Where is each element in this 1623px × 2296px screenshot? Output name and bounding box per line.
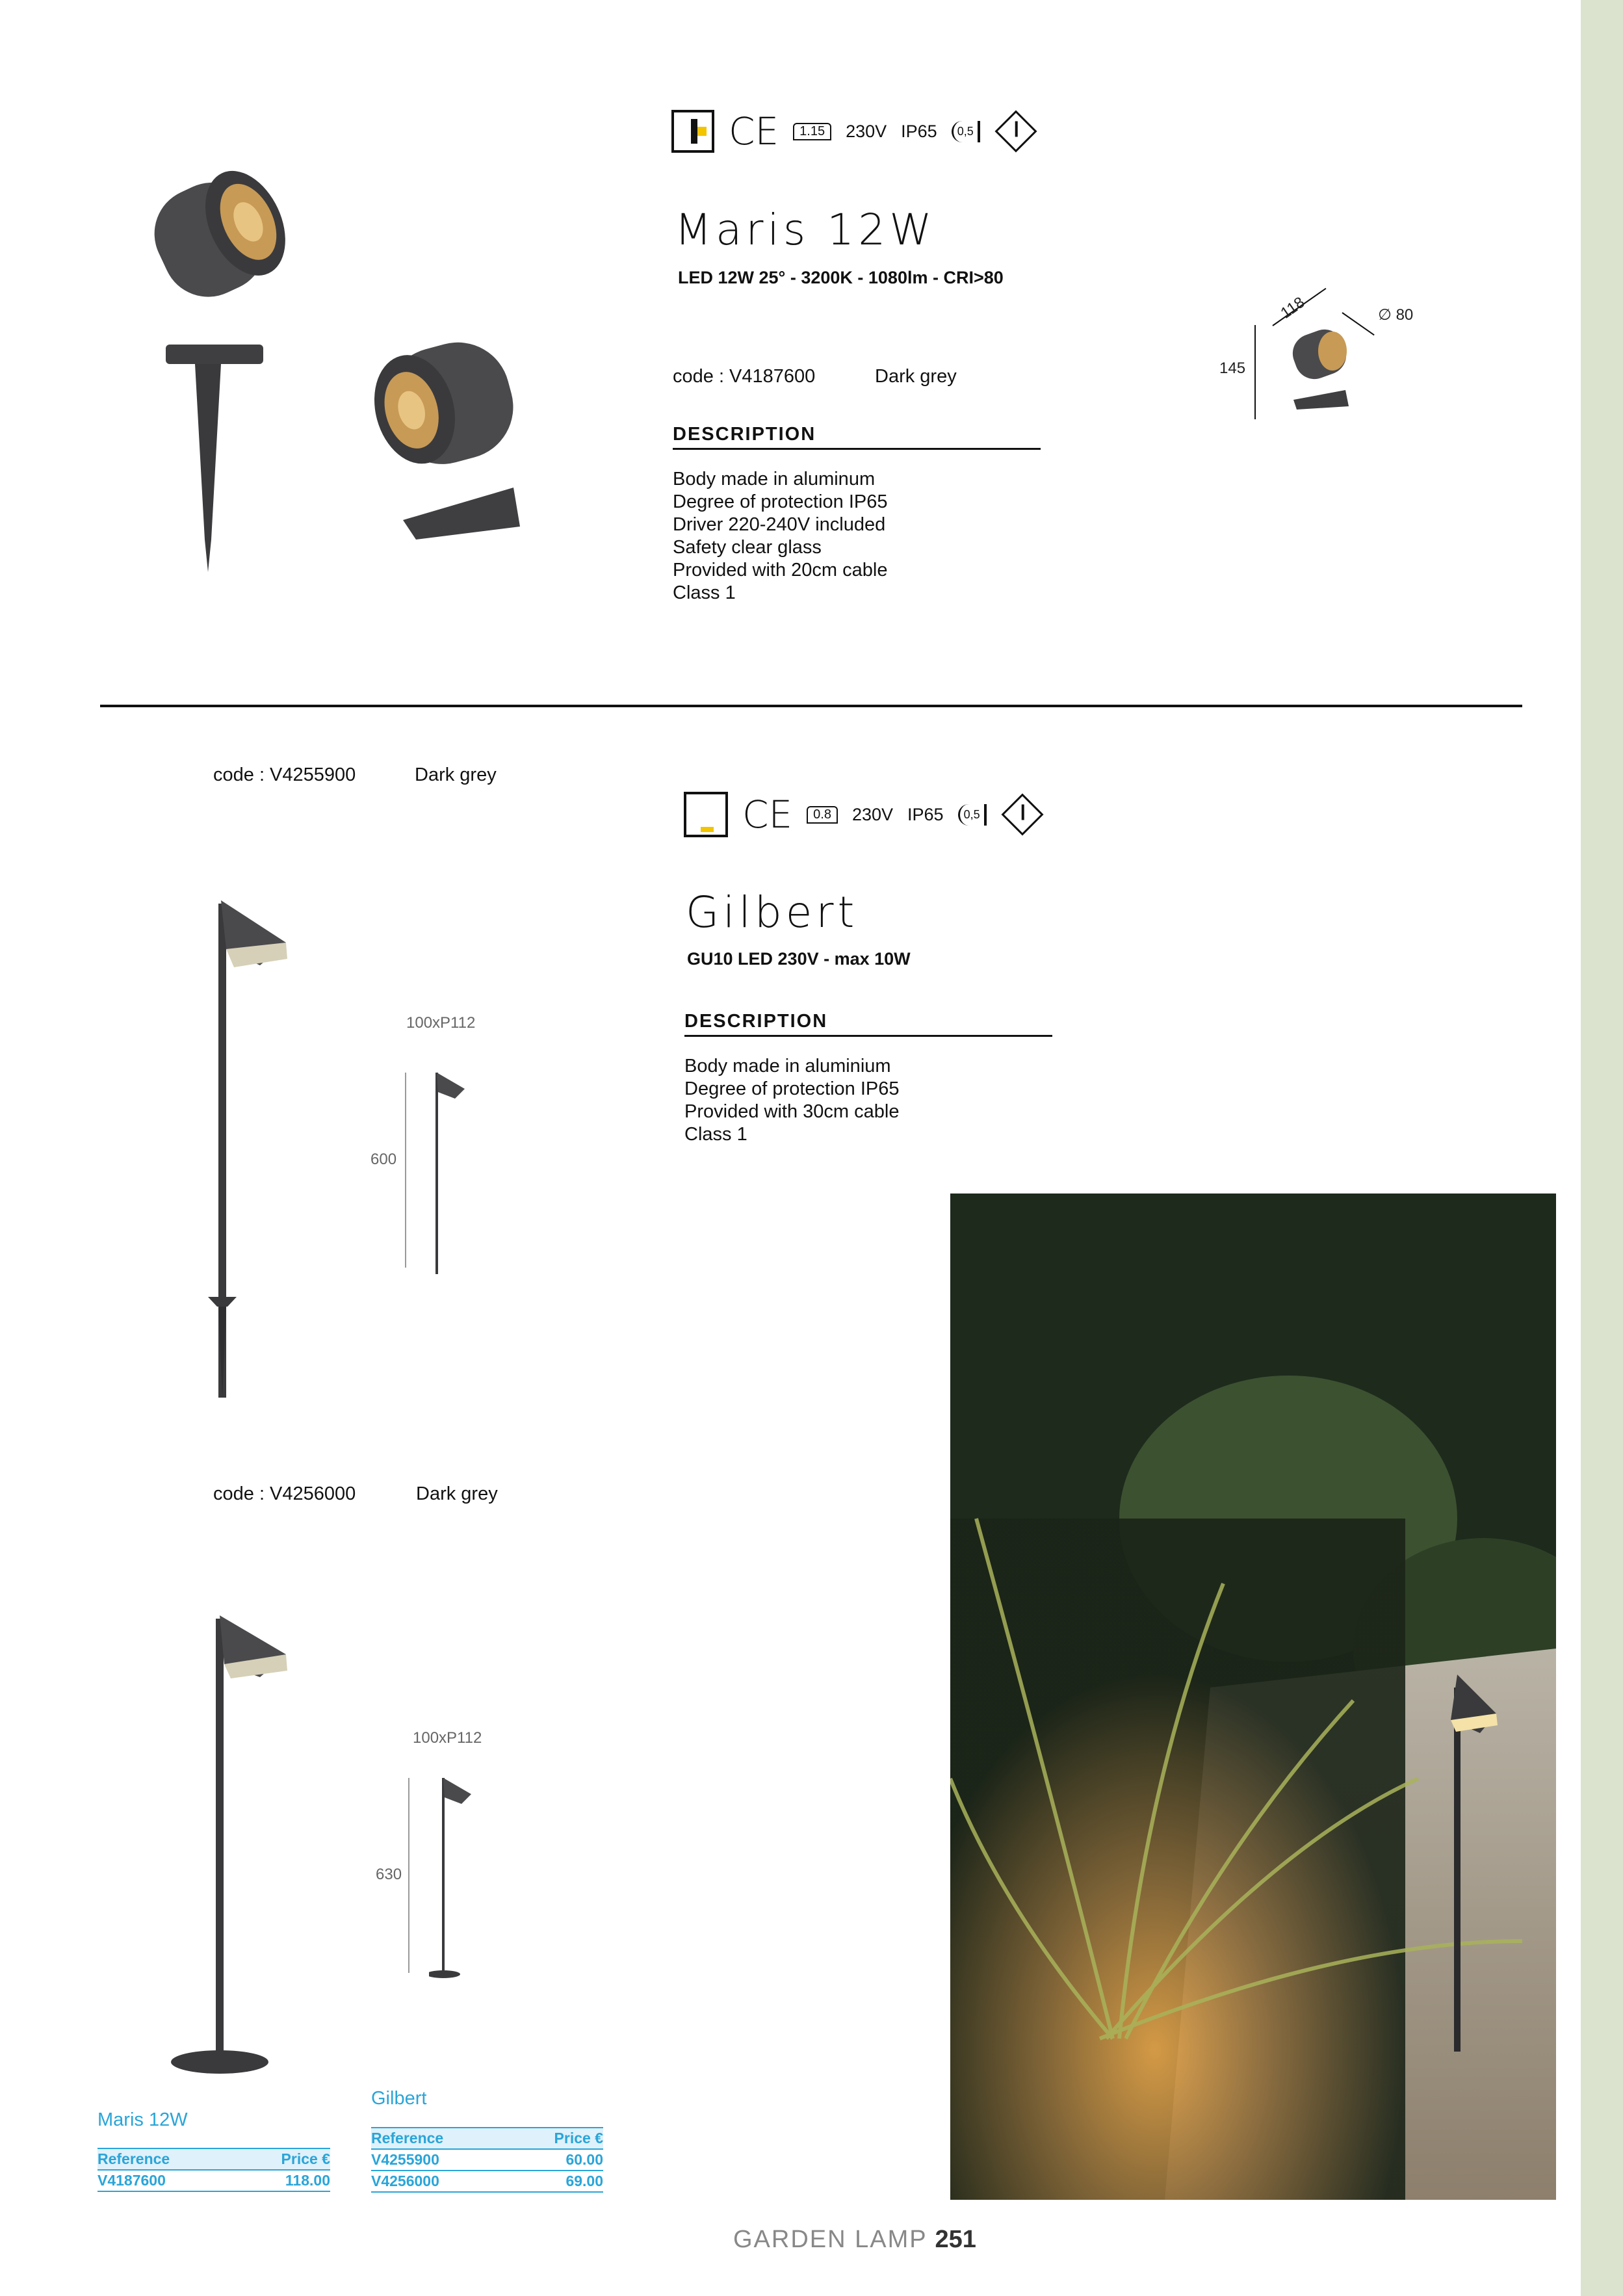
maris-certification-icons (671, 109, 1031, 153)
maris-product-subtitle: LED 12W 25° - 3200K - 1080lm - CRI>80 (678, 268, 1004, 287)
gilbert-description-list (684, 1055, 899, 1146)
maris-base-product-image (364, 325, 539, 540)
list-item: Provided with 20cm cable (673, 560, 888, 581)
table-row (97, 2170, 330, 2191)
weight-icon: 1.15 (793, 123, 831, 140)
maris-height-dim: 145 (1219, 359, 1246, 377)
table-row (371, 2171, 603, 2192)
maris-dimension-drawing (1215, 293, 1423, 436)
gilbert-base-top-dim: 100xP112 (413, 1729, 482, 1747)
list-item: Body made in aluminum (673, 469, 876, 489)
gilbert-spike-top-dim: 100xP112 (406, 1014, 476, 1032)
maris-diameter-dim: ∅ 80 (1378, 306, 1414, 324)
gilbert-spike-height-dim: 600 (370, 1151, 397, 1168)
gilbert-price-table (371, 2127, 603, 2193)
table-row (371, 2149, 603, 2171)
maris-spike-product-image (117, 150, 312, 572)
gilbert-code-1: code : V4255900 (213, 764, 356, 785)
price-cell: 69.00 (510, 2171, 603, 2192)
reference-cell: V4256000 (371, 2171, 510, 2192)
gilbert-base-height-dim: 630 (376, 1866, 402, 1883)
reference-cell: V4255900 (371, 2149, 510, 2171)
gilbert-garden-photo (950, 1194, 1556, 2200)
gilbert-base-product-image (123, 1593, 318, 2087)
maris-product-code: code : V4187600 (673, 366, 816, 387)
price-cell: 118.00 (236, 2170, 330, 2191)
list-item: Degree of protection IP65 (673, 491, 888, 512)
page-number: 251 (935, 2226, 976, 2253)
gilbert-product-title: Gilbert (686, 887, 859, 937)
list-item: Class 1 (673, 582, 736, 603)
class-one-icon (1001, 793, 1043, 835)
gilbert-code-2: code : V4256000 (213, 1483, 356, 1504)
reference-cell: V4187600 (97, 2170, 236, 2191)
col-reference-header: Reference (97, 2148, 236, 2170)
gilbert-description-heading: DESCRIPTION (684, 1011, 1052, 1037)
ip-rating-label: IP65 (907, 804, 944, 824)
list-item: Driver 220-240V included (673, 514, 886, 535)
gilbert-base-dimension-drawing (364, 1723, 494, 1983)
min-distance-icon: 0,5 (952, 121, 980, 142)
table-header-row (371, 2128, 603, 2149)
list-item: Body made in aluminium (684, 1056, 891, 1076)
page-footer (733, 2226, 976, 2254)
ce-mark-icon: CE (742, 792, 793, 837)
maris-product-color: Dark grey (875, 366, 957, 387)
gilbert-certification-icons (684, 792, 1037, 837)
maris-product-title: Maris 12W (675, 205, 936, 255)
ip-rating-label: IP65 (901, 121, 937, 141)
voltage-label: 230V (846, 121, 887, 141)
price-cell: 60.00 (510, 2149, 603, 2171)
list-item: Provided with 30cm cable (684, 1101, 900, 1122)
gilbert-color-1: Dark grey (415, 764, 497, 785)
gilbert-spike-dimension-drawing (364, 1014, 494, 1287)
halogen-light-icon (684, 792, 728, 837)
min-distance-icon: 0,5 (958, 804, 987, 826)
list-item: Degree of protection IP65 (684, 1078, 900, 1099)
maris-description-list (673, 468, 887, 605)
led-light-icon (671, 110, 714, 153)
col-reference-header: Reference (371, 2128, 510, 2149)
col-price-header: Price € (510, 2128, 603, 2149)
col-price-header: Price € (236, 2148, 330, 2170)
voltage-label: 230V (851, 804, 894, 824)
gilbert-price-table-title: Gilbert (371, 2088, 427, 2109)
footer-section-name: GARDEN LAMP (733, 2226, 927, 2253)
side-color-strip (1581, 0, 1623, 2296)
gilbert-color-2: Dark grey (416, 1483, 498, 1504)
maris-description-heading: DESCRIPTION (673, 424, 1041, 450)
list-item: Class 1 (684, 1124, 747, 1145)
maris-width-dim: 118 (1277, 293, 1308, 322)
maris-price-table-title: Maris 12W (97, 2109, 188, 2130)
ce-mark-icon: CE (729, 109, 779, 153)
gilbert-product-subtitle: GU10 LED 230V - max 10W (687, 949, 911, 969)
class-one-icon (994, 110, 1037, 152)
list-item: Safety clear glass (673, 537, 822, 558)
maris-price-table (97, 2148, 330, 2192)
gilbert-spike-product-image (195, 897, 299, 1404)
section-divider (100, 705, 1522, 707)
weight-icon: 0.8 (807, 806, 838, 824)
table-header-row (97, 2148, 330, 2170)
